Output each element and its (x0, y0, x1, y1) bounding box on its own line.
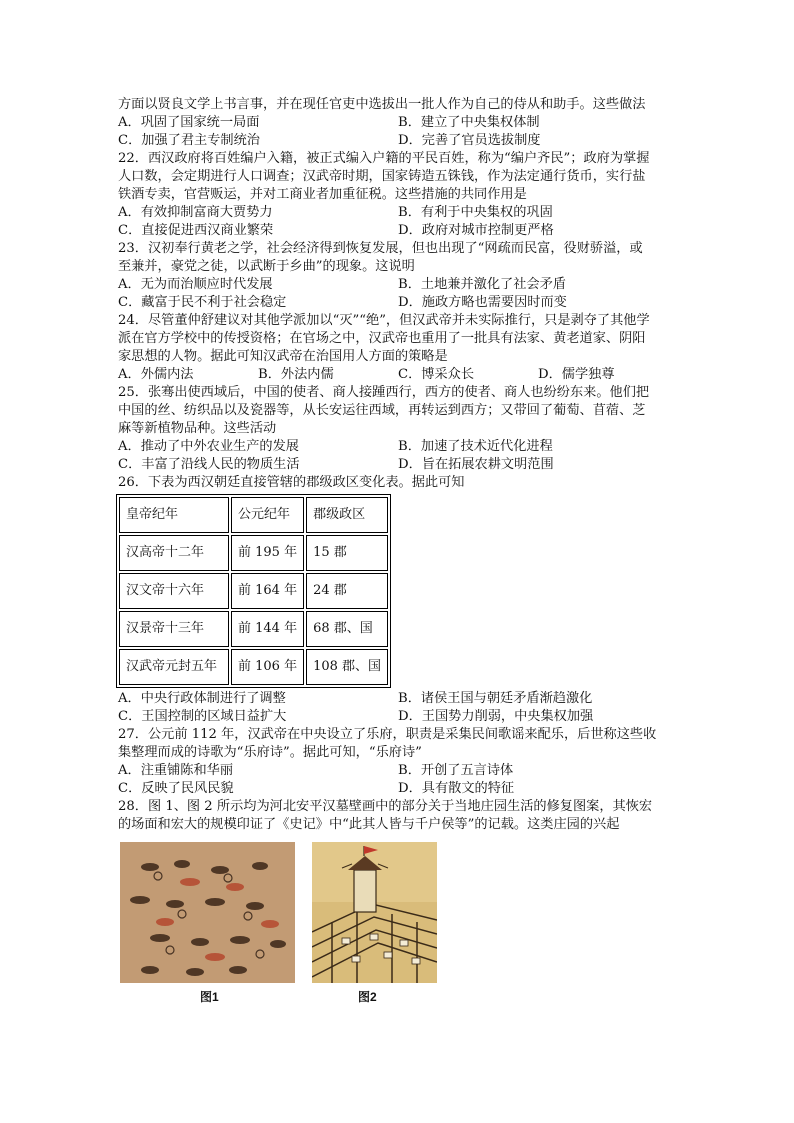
q26-option-d[interactable]: D．王国势力削弱，中央集权加强 (398, 709, 594, 724)
q23-option-c[interactable]: C．藏富于民不利于社会稳定 (118, 295, 287, 310)
q27-stem-line1: 27．公元前 112 年，汉武帝在中央设立了乐府，职责是采集民间歌谣来配乐，后世称这些收 (118, 727, 657, 742)
table-row (119, 573, 388, 609)
q21-options-row1 (118, 114, 678, 132)
q27-option-c[interactable]: C．反映了民风民貌 (118, 781, 234, 796)
q22-options-row2 (118, 222, 678, 240)
q22-stem-line3: 铁酒专卖，官营贩运，并对工商业者加重征税。这些措施的共同作用是 (118, 187, 527, 202)
table-cell: 24 郡 (306, 573, 388, 609)
q24-option-a[interactable]: A．外儒内法 (118, 367, 194, 382)
exam-page (118, 96, 678, 834)
q21-option-d[interactable]: D．完善了官员选拔制度 (398, 133, 541, 148)
q27-options-row1 (118, 762, 678, 780)
table-header-cell: 公元纪年 (231, 497, 304, 533)
q23-options-row1 (118, 276, 678, 294)
q27-option-b[interactable]: B．开创了五言诗体 (398, 763, 514, 778)
q23-option-a[interactable]: A．无为而治顺应时代发展 (118, 277, 273, 292)
q26-options-row1 (118, 690, 678, 708)
table-cell: 68 郡、国 (306, 611, 388, 647)
region-change-table (116, 494, 391, 688)
q27-options-row2 (118, 780, 678, 798)
q26-options-row2 (118, 708, 678, 726)
table-cell: 前 164 年 (231, 573, 304, 609)
q22-option-a[interactable]: A．有效抑制富商大贾势力 (118, 205, 273, 220)
q25-stem-line3: 麻等新植物品种。这些活动 (118, 421, 277, 436)
q25-options-row2 (118, 456, 678, 474)
q24-options-row (118, 366, 678, 384)
q25-stem-line1: 25．张骞出使西域后，中国的使者、商人接踵西行，西方的使者、商人也纷纷东来。他们把 (118, 385, 650, 400)
q21-option-b[interactable]: B．建立了中央集权体制 (398, 115, 540, 130)
q22-option-d[interactable]: D．政府对城市控制更严格 (398, 223, 554, 238)
q24-option-b[interactable]: B．外法内儒 (258, 367, 334, 382)
q21-stem-end: 方面以贤良文学上书言事，并在现任官吏中选拔出一批人作为自己的侍从和助手。这些做法 (118, 97, 646, 112)
q22-option-c[interactable]: C．直接促进西汉商业繁荣 (118, 223, 274, 238)
q25-option-c[interactable]: C．丰富了沿线人民的物质生活 (118, 457, 300, 472)
table-header-cell: 皇帝纪年 (119, 497, 229, 533)
table-header-row (119, 497, 388, 533)
q23-option-d[interactable]: D．施政方略也需要因时而变 (398, 295, 567, 310)
table-cell: 前 106 年 (231, 649, 304, 685)
q24-stem-line2: 派在官方学校中的传授资格；在官场之中，汉武帝也重用了一批具有法家、黄老道家、阴阳 (118, 331, 646, 346)
q26-option-a[interactable]: A．中央行政体制进行了调整 (118, 691, 286, 706)
q25-options-row1 (118, 438, 678, 456)
q22-stem-line2: 人口数，会定期进行人口调查；汉武帝时期，国家铸造五铢钱，作为法定通行货币，实行盐 (118, 169, 646, 184)
q21-option-a[interactable]: A．巩固了国家统一局面 (118, 115, 260, 130)
table-header-cell: 郡级政区 (306, 497, 388, 533)
figure-1-caption: 图1 (200, 990, 219, 1004)
table-cell: 汉武帝元封五年 (119, 649, 229, 685)
mural-figures (120, 842, 440, 1007)
q22-options-row1 (118, 204, 678, 222)
table-cell: 汉高帝十二年 (119, 535, 229, 571)
q24-stem-line1: 24．尽管董仲舒建议对其他学派加以“灭”“绝”，但汉武帝并未实际推行，只是剥夺了其他学 (118, 313, 650, 328)
q23-stem-line1: 23．汉初奉行黄老之学，社会经济得到恢复发展，但也出现了“网疏而民富，役财骄溢，或 (118, 241, 643, 256)
q21-options-row2 (118, 132, 678, 150)
table-row (119, 611, 388, 647)
q25-option-b[interactable]: B．加速了技术近代化进程 (398, 439, 553, 454)
q22-stem-line1: 22．西汉政府将百姓编户入籍，被正式编入户籍的平民百姓，称为“编户齐民”；政府为掌握 (118, 151, 650, 166)
q25-stem-line2: 中国的丝、纺织品以及瓷器等，从长安运往西域，再转运到西方；又带回了葡萄、苜蓿、芝 (118, 403, 646, 418)
q27-option-a[interactable]: A．注重铺陈和华丽 (118, 763, 234, 778)
table-cell: 108 郡、国 (306, 649, 388, 685)
q24-option-d[interactable]: D．儒学独尊 (538, 367, 615, 382)
q23-stem-line2: 至兼并，豪党之徒，以武断于乡曲”的现象。这说明 (118, 259, 415, 274)
mural-image-1 (120, 842, 295, 983)
table-cell: 汉文帝十六年 (119, 573, 229, 609)
q26-option-c[interactable]: C．王国控制的区域日益扩大 (118, 709, 287, 724)
q23-options-row2 (118, 294, 678, 312)
q25-option-d[interactable]: D．旨在拓展农耕文明范围 (398, 457, 554, 472)
q22-option-b[interactable]: B．有利于中央集权的巩固 (398, 205, 553, 220)
table-cell: 汉景帝十三年 (119, 611, 229, 647)
q23-option-b[interactable]: B．土地兼并激化了社会矛盾 (398, 277, 566, 292)
table-cell: 前 195 年 (231, 535, 304, 571)
table-row (119, 535, 388, 571)
q27-option-d[interactable]: D．具有散文的特征 (398, 781, 515, 796)
q25-option-a[interactable]: A．推动了中外农业生产的发展 (118, 439, 299, 454)
q24-stem-line3: 家思想的人物。据此可知汉武帝在治国用人方面的策略是 (118, 349, 448, 364)
q28-stem-line2: 的场面和宏大的规模印证了《史记》中“此其人皆与千户侯等”的记载。这类庄园的兴起 (118, 817, 620, 832)
mural-image-2 (312, 842, 437, 983)
q21-option-c[interactable]: C．加强了君主专制统治 (118, 133, 260, 148)
table-cell: 前 144 年 (231, 611, 304, 647)
table-cell: 15 郡 (306, 535, 388, 571)
table-row (119, 649, 388, 685)
q24-option-c[interactable]: C．博采众长 (398, 367, 475, 382)
q26-stem-line1: 26．下表为西汉朝廷直接管辖的郡级政区变化表。据此可知 (118, 475, 465, 490)
q28-stem-line1: 28．图 1、图 2 所示均为河北安平汉墓壁画中的部分关于当地庄园生活的修复图案，其恢宏 (118, 799, 653, 814)
q26-option-b[interactable]: B．诸侯王国与朝廷矛盾渐趋激化 (398, 691, 593, 706)
q27-stem-line2: 集整理而成的诗歌为“乐府诗”。据此可知，“乐府诗” (118, 745, 422, 760)
figure-2-caption: 图2 (358, 990, 377, 1004)
